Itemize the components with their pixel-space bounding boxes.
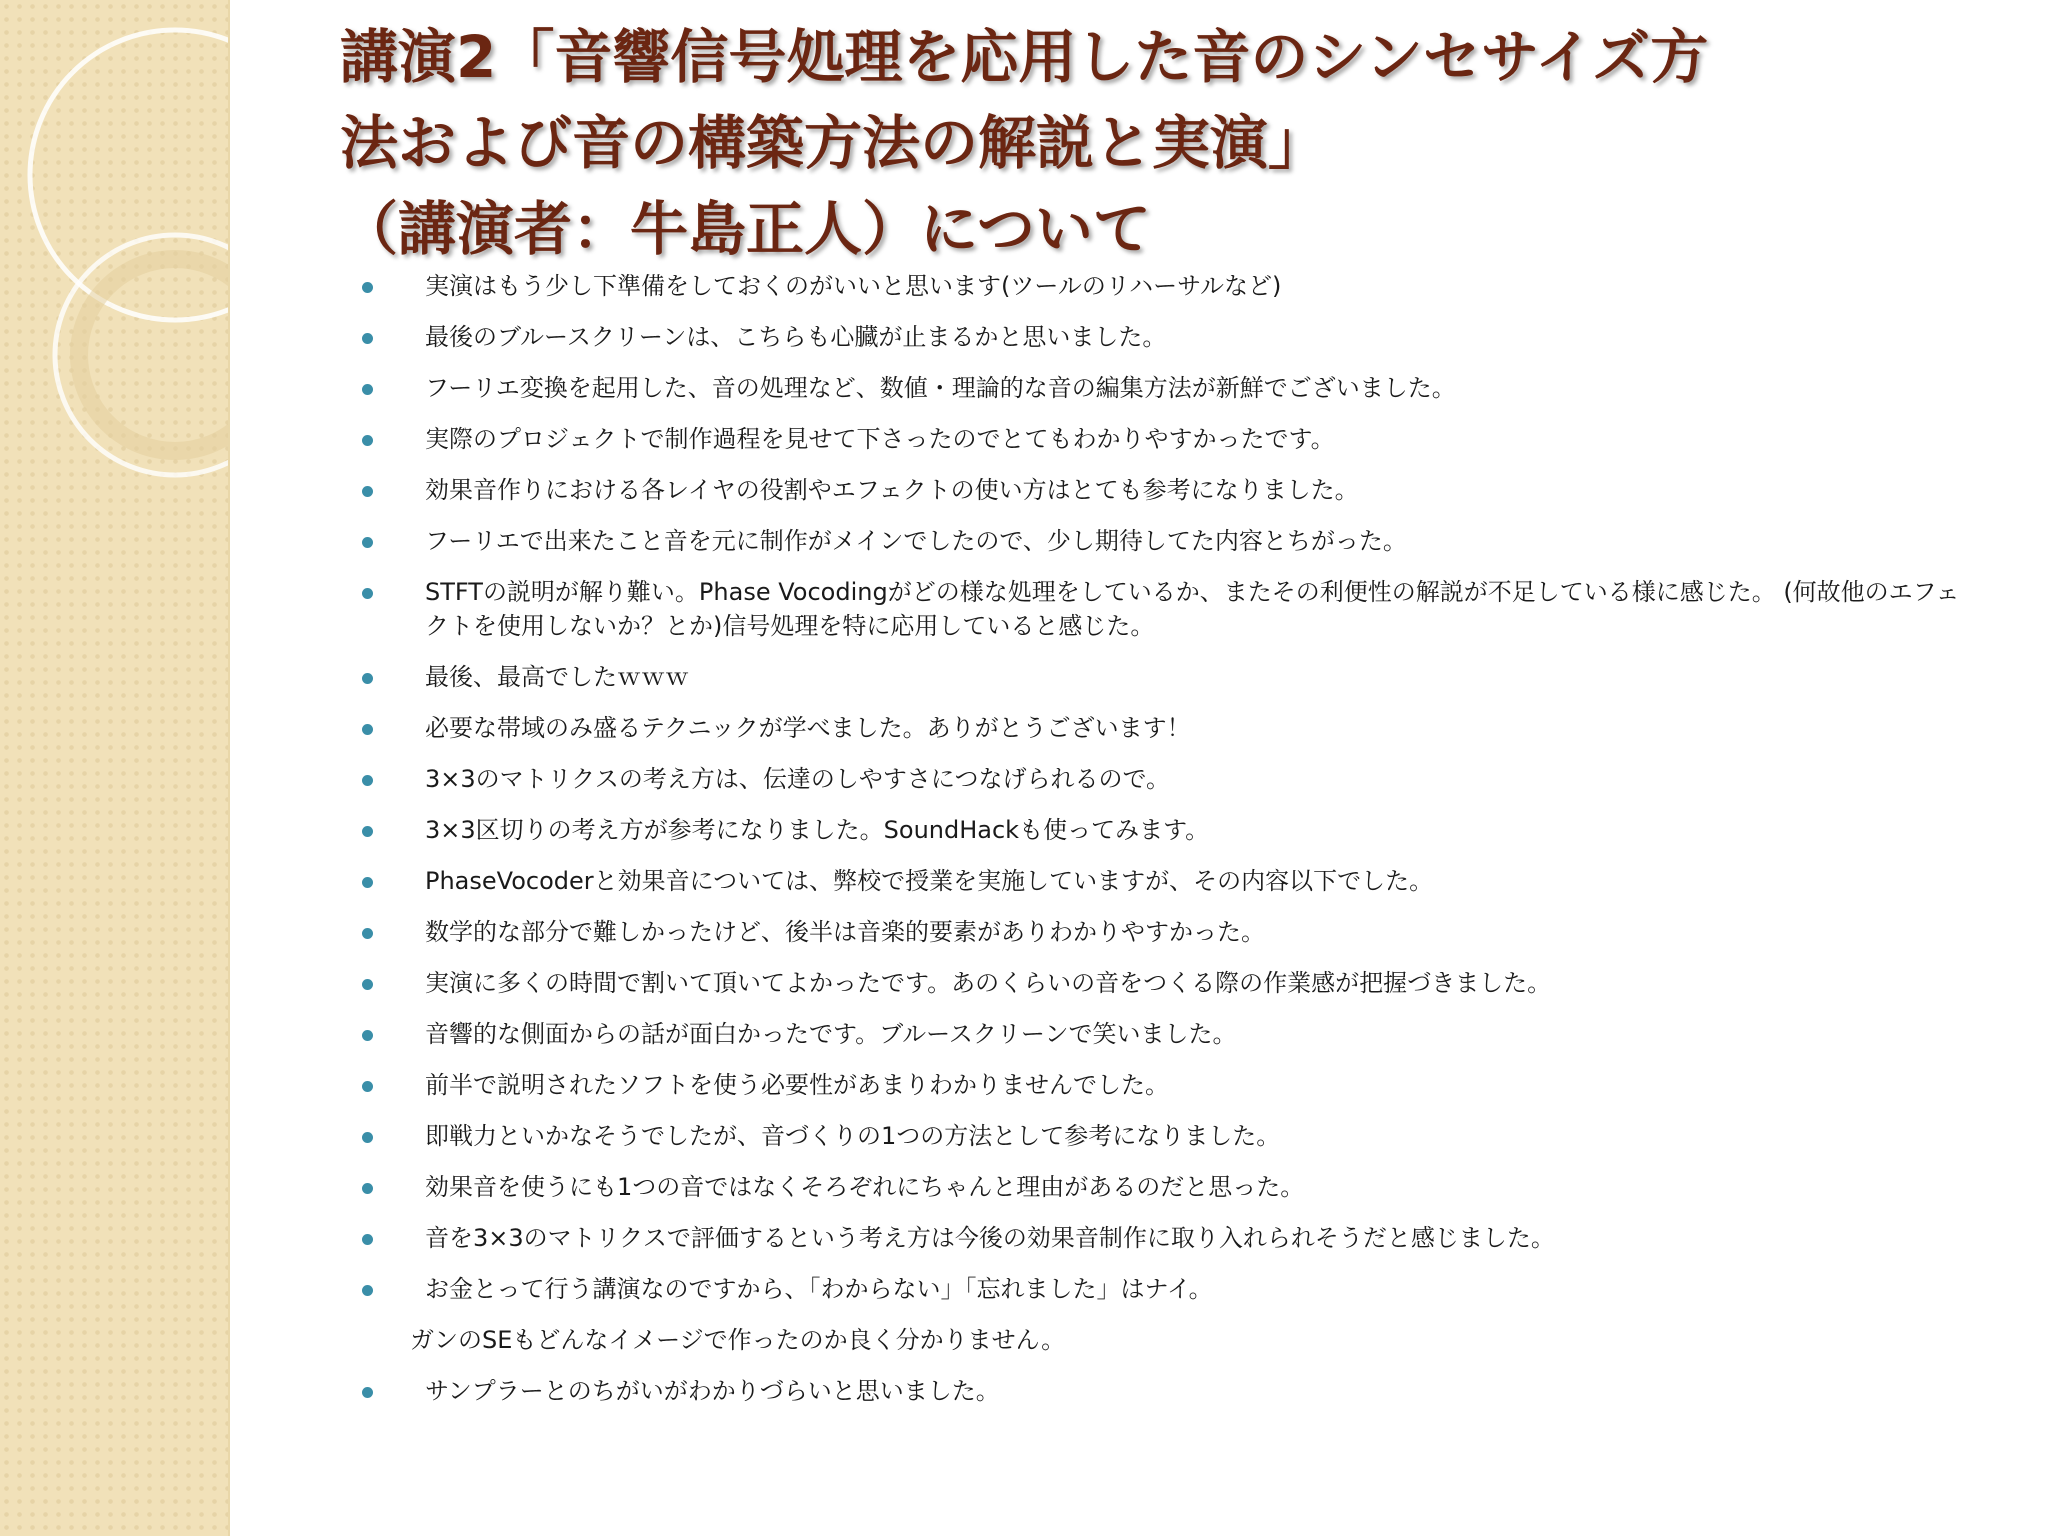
list-item xyxy=(360,1374,1980,1408)
title-line: （講演者：牛島正人）について xyxy=(340,195,1151,263)
list-item-text: 即戦力といかなそうでしたが、音づくりの1つの方法として参考になりました。 xyxy=(425,1122,1281,1150)
list-item-text: 3×3のマトリクスの考え方は、伝達のしやすさにつなげられるので。 xyxy=(425,765,1170,793)
list-item-text: 実際のプロジェクトで制作過程を見せて下さったのでとてもわかりやすかったです。 xyxy=(425,425,1335,453)
bullet-dot-icon xyxy=(362,1132,373,1143)
list-item xyxy=(360,660,1980,694)
list-item-text: STFTの説明が解り難い。Phase Vocodingがどの様な処理をしているか、またその利便性の解説が不足している様に感じた。 (何故他のエフェクトを使用しないか？とか)信号処理を特に応用していると感じた。 xyxy=(425,578,1960,640)
list-item-text: 最後のブルースクリーンは、こちらも心臓が止まるかと思いました。 xyxy=(425,323,1167,351)
bullet-dot-icon xyxy=(362,979,373,990)
list-item-text: 必要な帯域のみ盛るテクニックが学べました。ありがとうございます！ xyxy=(425,714,1191,742)
bullet-dot-icon xyxy=(362,282,373,293)
bullet-dot-icon xyxy=(362,1234,373,1245)
bullet-dot-icon xyxy=(362,435,373,446)
bullet-dot-icon xyxy=(362,1081,373,1092)
list-item-text: 最後、最高でしたｗｗｗ xyxy=(425,663,689,691)
list-item xyxy=(360,762,1980,796)
list-item xyxy=(360,1221,1980,1255)
list-item-text: 前半で説明されたソフトを使う必要性があまりわかりませんでした。 xyxy=(425,1071,1169,1099)
list-item xyxy=(360,524,1980,558)
list-item-text: 効果音を使うにも1つの音ではなくそろぞれにちゃんと理由があるのだと思った。 xyxy=(425,1173,1305,1201)
bullet-dot-icon xyxy=(362,928,373,939)
list-item xyxy=(360,711,1980,745)
slide-title xyxy=(340,14,1980,272)
list-item xyxy=(360,575,1980,643)
bullet-dot-icon xyxy=(362,1183,373,1194)
decorative-side-panel xyxy=(0,0,230,1536)
list-item xyxy=(360,269,1980,303)
feedback-list xyxy=(360,269,1980,1425)
bullet-dot-icon xyxy=(362,384,373,395)
list-item xyxy=(360,1170,1980,1204)
bullet-dot-icon xyxy=(362,724,373,735)
list-item xyxy=(360,371,1980,405)
bullet-dot-icon xyxy=(362,333,373,344)
bullet-dot-icon xyxy=(362,826,373,837)
list-item xyxy=(360,1323,1980,1357)
list-item xyxy=(360,473,1980,507)
list-item xyxy=(360,422,1980,456)
list-item xyxy=(360,1017,1980,1051)
list-item-text: 音響的な側面からの話が面白かったです。ブルースクリーンで笑いました。 xyxy=(425,1020,1237,1048)
list-item-text: 実演はもう少し下準備をしておくのがいいと思います(ツールのリハーサルなど) xyxy=(425,272,1282,300)
list-item-text: フーリエで出来たこと音を元に制作がメインでしたので、少し期待してた内容とちがった。 xyxy=(425,527,1407,555)
list-item-text: 数学的な部分で難しかったけど、後半は音楽的要素がありわかりやすかった。 xyxy=(425,918,1265,946)
list-item-text: 3×3区切りの考え方が参考になりました。SoundHackも使ってみます。 xyxy=(425,816,1210,844)
bullet-dot-icon xyxy=(362,588,373,599)
list-item-text: フーリエ変換を起用した、音の処理など、数値・理論的な音の編集方法が新鮮でございました。 xyxy=(425,374,1456,402)
bullet-dot-icon xyxy=(362,1387,373,1398)
bullet-dot-icon xyxy=(362,537,373,548)
bullet-dot-icon xyxy=(362,1285,373,1296)
list-item-text: ガンのSEもどんなイメージで作ったのか良く分かりません。 xyxy=(410,1326,1066,1354)
list-item xyxy=(360,320,1980,354)
list-item-text: 効果音作りにおける各レイヤの役割やエフェクトの使い方はとても参考になりました。 xyxy=(425,476,1359,504)
bullet-dot-icon xyxy=(362,673,373,684)
decorative-rings xyxy=(0,0,228,1536)
bullet-dot-icon xyxy=(362,486,373,497)
list-item xyxy=(360,813,1980,847)
list-item-text: PhaseVocoderと効果音については、弊校で授業を実施していますが、その内容以下でした。 xyxy=(425,867,1434,895)
list-item-text: サンプラーとのちがいがわかりづらいと思いました。 xyxy=(425,1377,1000,1405)
title-line: 法および音の構築方法の解説と実演」 xyxy=(340,109,1327,177)
list-item xyxy=(360,1068,1980,1102)
list-item-text: 実演に多くの時間で割いて頂いてよかったです。あのくらいの音をつくる際の作業感が把握づきました。 xyxy=(425,969,1552,997)
list-item-text: お金とって行う講演なのですから、「わからない」「忘れました」はナイ。 xyxy=(425,1275,1213,1303)
list-item xyxy=(360,915,1980,949)
title-line: 講演2「音響信号処理を応用した音のシンセサイズ方 xyxy=(340,23,1709,91)
list-item xyxy=(360,1119,1980,1153)
list-item xyxy=(360,1272,1980,1306)
list-item-text: 音を3×3のマトリクスで評価するという考え方は今後の効果音制作に取り入れられそうだと感じました。 xyxy=(425,1224,1555,1252)
bullet-dot-icon xyxy=(362,775,373,786)
list-item xyxy=(360,864,1980,898)
bullet-dot-icon xyxy=(362,877,373,888)
bullet-dot-icon xyxy=(362,1030,373,1041)
list-item xyxy=(360,966,1980,1000)
